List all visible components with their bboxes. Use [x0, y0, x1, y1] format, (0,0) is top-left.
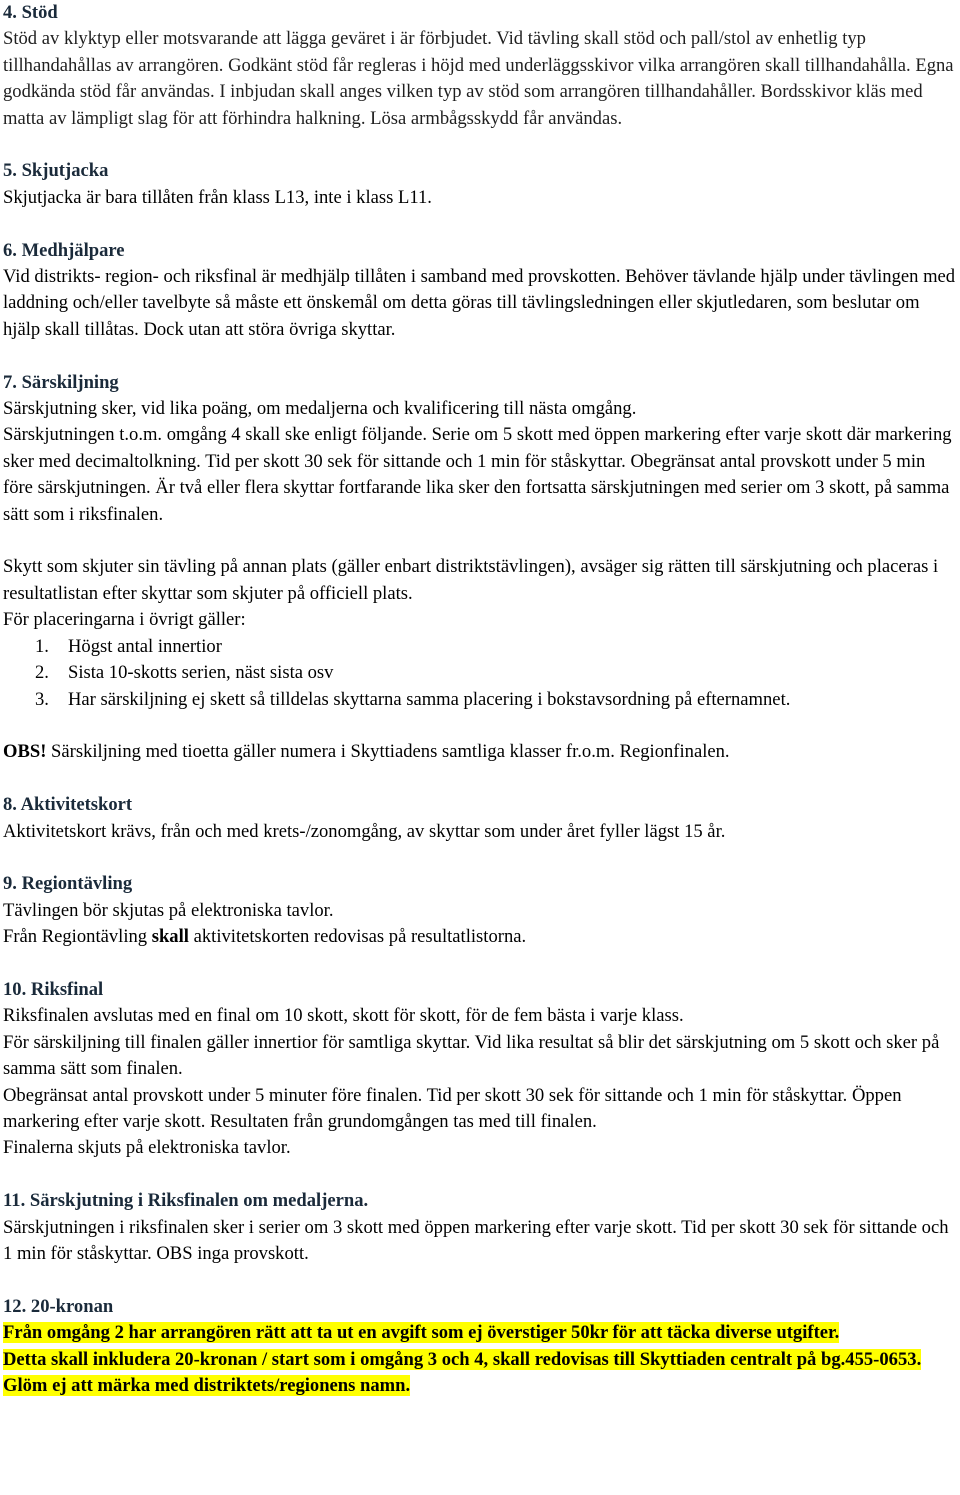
- section-line: Från Regiontävling skall aktivitetskorten redovisas på resultatlistorna.: [3, 926, 527, 948]
- placing-intro: För placeringarna i övrigt gäller:: [3, 609, 246, 631]
- highlighted-text: Från omgång 2 har arrangören rätt att ta ut en avgift som ej överstiger 50kr för att täcka diverse utgifter.: [3, 1322, 840, 1344]
- section-heading: 7. Särskiljning: [3, 371, 119, 393]
- list-item: 1. Högst antal innertior: [35, 635, 222, 657]
- section-line: Finalerna skjuts på elektroniska tavlor.: [3, 1137, 291, 1159]
- section-line: Obegränsat antal provskott under 5 minuter före finalen. Tid per skott 30 sek för sittande och 1 min för ståskyttar. Öppen markering efter varje skott. Resultaten från grundomgången tas med till finalen.: [3, 1084, 902, 1132]
- section-heading: 11. Särskjutning i Riksfinalen om medaljerna.: [3, 1190, 369, 1212]
- section-body: Särskjutningen i riksfinalen sker i serier om 3 skott med öppen markering efter varje skott. Tid per skott 30 sek för sittande och 1 min för ståskyttar. OBS inga provskott.: [3, 1216, 949, 1264]
- section-heading: 10. Riksfinal: [3, 978, 104, 1000]
- section-body: Skjutjacka är bara tillåten från klass L13, inte i klass L11.: [3, 186, 432, 208]
- section-line: Särskjutning sker, vid lika poäng, om medaljerna och kvalificering till nästa omgång.: [3, 398, 637, 420]
- section-regiontavling: [3, 871, 956, 950]
- section-paragraph: Skytt som skjuter sin tävling på annan plats (gäller enbart distriktstävlingen), avsäger sig rätten till särskjutning och placeras i resultatlistan efter skyttar som skjuter på officiell plats.: [3, 556, 939, 604]
- section-aktivitetskort: [3, 792, 956, 845]
- section-20-kronan: [3, 1294, 956, 1400]
- section-line: Riksfinalen avslutas med en final om 10 skott, skott för skott, för de fem bästa i varje klass.: [3, 1005, 684, 1027]
- section-heading: 6. Medhjälpare: [3, 239, 125, 261]
- section-heading: 12. 20-kronan: [3, 1295, 114, 1317]
- obs-note: [3, 739, 956, 765]
- section-heading: 5. Skjutjacka: [3, 160, 109, 182]
- placing-list: [3, 634, 956, 713]
- obs-text: Särskiljning med tioetta gäller numera i Skyttiadens samtliga klasser fr.o.m. Regionfinalen.: [46, 741, 730, 763]
- section-medhjalpare: [3, 238, 956, 344]
- obs-label: OBS!: [3, 741, 47, 763]
- section-line: Tävlingen bör skjutas på elektroniska tavlor.: [3, 899, 334, 921]
- section-skjutjacka: [3, 158, 956, 211]
- list-item: 2. Sista 10-skotts serien, näst sista osv: [35, 662, 334, 684]
- section-stod: [3, 0, 956, 132]
- section-line: Särskjutningen t.o.m. omgång 4 skall ske enligt följande. Serie om 5 skott med öppen markering efter varje skott där markering sker med decimaltolkning. Tid per skott 30 sek för sittande och 1 min för ståskyttar. Obegränsat antal provskott under 5 min före särskjutningen. Är två eller flera skyttar fortfarande lika sker den fortsatta särskjutningen med serier om 3 skott, på samma sätt som i riksfinalen.: [3, 424, 952, 525]
- section-riksfinal: [3, 977, 956, 1162]
- highlight-paragraph: [3, 1320, 956, 1346]
- section-body: Vid distrikts- region- och riksfinal är medhjälp tillåten i samband med provskotten. Behöver tävlande hjälp under tävlingen med laddning och/eller tavelbyte så måste ett önskemål om detta göras till tävlingsledningen eller skjutledaren, som beslutar om hjälp skall tillåtas. Dock utan att störa övriga skyttar.: [3, 266, 956, 340]
- section-body: Aktivitetskort krävs, från och med krets-/zonomgång, av skyttar som under året fyller lägst 15 år.: [3, 820, 726, 842]
- section-sarskjutning-riksfinal: [3, 1188, 956, 1267]
- section-body: Stöd av klyktyp eller motsvarande att lägga geväret i är förbjudet. Vid tävling skall stöd och pall/stol av enhetlig typ tillhandahållas av arrangören. Godkänt stöd får regleras i höjd med underläggsskivor vilka arrangören skall tillhandahålla. Egna godkända stöd får användas. I inbjudan skall anges vilken typ av stöd som arrangören tillhandahåller. Bordsskivor kläs med matta av lämpligt slag för att förhindra halkning. Lösa armbågsskydd får användas.: [3, 28, 954, 129]
- section-line: För särskiljning till finalen gäller innertior för samtliga skyttar. Vid lika resultat så blir det särskjutning om 5 skott och sker på samma sätt som finalen.: [3, 1031, 940, 1080]
- list-item: 3. Har särskiljning ej skett så tilldelas skyttarna samma placering i bokstavsordning på efternamnet.: [35, 688, 791, 710]
- section-heading: 8. Aktivitetskort: [3, 794, 133, 816]
- section-heading: 9. Regiontävling: [3, 873, 133, 895]
- highlighted-text: Detta skall inkludera 20-kronan / start som i omgång 3 och 4, skall redovisas till Skyttiaden centralt på bg.455-0653. Glöm ej att märka med distriktets/regionens namn.: [3, 1348, 922, 1396]
- section-heading: 4. Stöd: [3, 2, 58, 23]
- highlight-paragraph: [3, 1347, 956, 1400]
- section-sarskiljning: [3, 370, 956, 766]
